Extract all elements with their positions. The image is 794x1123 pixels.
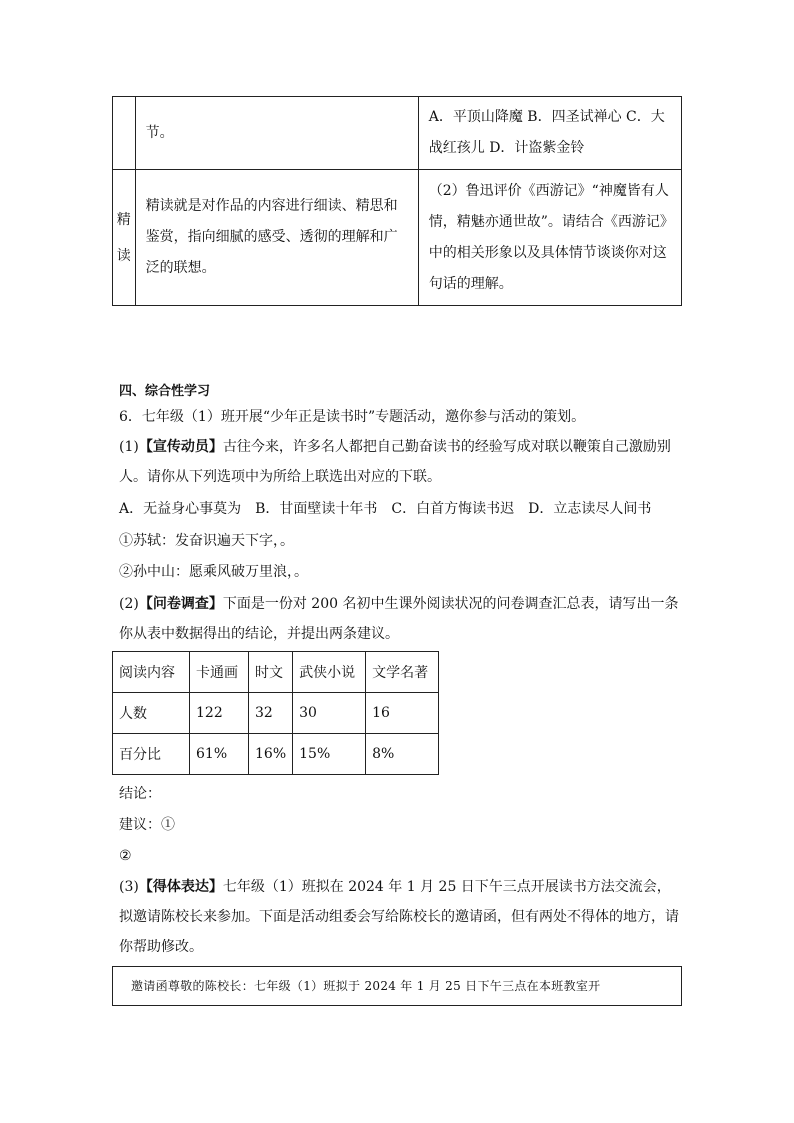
table-header-cell: 文学名著	[366, 652, 439, 693]
method-desc-cell: 精读就是对作品的内容进行细读、精思和鉴赏，指向细腻的感受、透彻的理解和广泛的联想。	[135, 170, 418, 306]
section-title: 四、综合性学习	[119, 384, 211, 399]
part-tag: 【问卷调查】	[138, 596, 223, 612]
part-3-prompt	[119, 872, 679, 962]
table-cell: 61%	[190, 734, 249, 775]
part-number: (1)	[119, 439, 139, 455]
couplet-line: ②孙中山：愿乘风破万里浪，。	[119, 564, 308, 580]
table-cell: 16%	[249, 734, 293, 775]
task-cell: （2）鲁迅评价《西游记》“神魔皆有人情，精魅亦通世故”。请结合《西游记》中的相关形象以及具体情节谈谈你对这句话的理解。	[418, 170, 681, 306]
method-label-cell	[113, 170, 136, 306]
invitation-letter-box	[112, 966, 682, 1006]
table-cell: 30	[293, 693, 366, 734]
table-cell: 8%	[366, 734, 439, 775]
task-cell: A．平顶山降魔 B．四圣试禅心 C．大战红孩儿 D．计盗紫金铃	[418, 97, 681, 170]
part-number: (3)	[119, 879, 139, 895]
question-stem: 6．七年级（1）班开展“少年正是读书时”专题活动，邀你参与活动的策划。	[119, 409, 586, 425]
survey-table	[112, 651, 439, 775]
suggestion-label: ②	[119, 848, 132, 864]
reading-method-table	[112, 96, 682, 306]
table-cell: 32	[249, 693, 293, 734]
couplet-line: ①苏轼：发奋识遍天下字，。	[119, 533, 294, 549]
method-label-char: 精	[116, 211, 131, 228]
table-row	[113, 97, 682, 170]
invitation-letter-text: 邀请函尊敬的陈校长：七年级（1）班拟于 2024 年 1 月 25 日下午三点在本班教室开	[131, 979, 601, 993]
table-header-cell: 阅读内容	[113, 652, 190, 693]
table-cell: 16	[366, 693, 439, 734]
part-text: 下面是一份对 200 名初中生课外阅读状况的问卷调查汇总表，请写出一条你从表中数据得出的结论，并提出两条建议。	[119, 596, 679, 642]
suggestion-label: 建议：①	[119, 817, 175, 833]
part-2-prompt	[119, 589, 679, 649]
table-row	[113, 693, 439, 734]
table-cell: 百分比	[113, 734, 190, 775]
table-header-cell: 卡通画	[190, 652, 249, 693]
table-header-cell: 时文	[249, 652, 293, 693]
part-number: (2)	[119, 596, 139, 612]
conclusion-label: 结论：	[119, 786, 161, 802]
method-label-char: 读	[116, 247, 131, 264]
table-header-row	[113, 652, 439, 693]
table-cell: 15%	[293, 734, 366, 775]
method-label-cell	[113, 97, 136, 170]
part-tag: 【宣传动员】	[138, 439, 223, 455]
part-tag: 【得体表达】	[138, 879, 223, 895]
method-desc-cell: 节。	[135, 97, 418, 170]
part-text: 古往今来，许多名人都把自己勤奋读书的经验写成对联以鞭策自己激励别人。请你从下列选项中为所给上联选出对应的下联。	[119, 439, 671, 485]
table-header-cell: 武侠小说	[293, 652, 366, 693]
table-cell: 122	[190, 693, 249, 734]
options-line: A．无益身心事莫为 B．甘面壁读十年书 C．白首方悔读书迟 D．立志读尽人间书	[119, 501, 652, 517]
table-row	[113, 734, 439, 775]
part-text: 七年级（1）班拟在 2024 年 1 月 25 日下午三点开展读书方法交流会，拟邀请陈校长来参加。下面是活动组委会写给陈校长的邀请函，但有两处不得体的地方，请你帮助修改。	[119, 879, 679, 955]
table-cell: 人数	[113, 693, 190, 734]
table-row	[113, 170, 682, 306]
part-1-prompt	[119, 432, 679, 492]
